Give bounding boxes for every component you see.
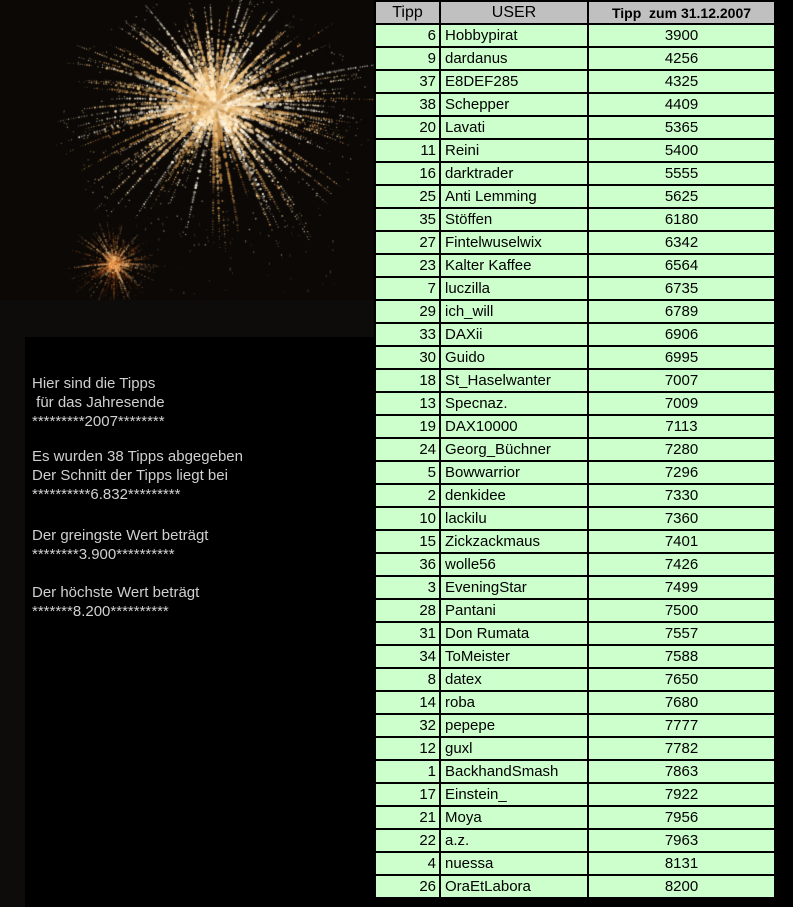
cell-tipp-nr: 20 (375, 116, 440, 139)
table-row (375, 231, 775, 254)
cell-tipp-nr: 13 (375, 392, 440, 415)
cell-tipp-nr: 18 (375, 369, 440, 392)
max-value-line-stars: *******8.200********** (32, 603, 169, 620)
table-row (375, 783, 775, 806)
cell-user: Lavati (440, 116, 588, 139)
cell-user: Kalter Kaffee (440, 254, 588, 277)
cell-tipp-value: 5555 (588, 162, 775, 185)
cell-user: Don Rumata (440, 622, 588, 645)
cell-user: dardanus (440, 47, 588, 70)
cell-tipp-nr: 2 (375, 484, 440, 507)
cell-tipp-nr: 14 (375, 691, 440, 714)
cell-tipp-value: 4409 (588, 93, 775, 116)
cell-tipp-nr: 32 (375, 714, 440, 737)
cell-tipp-value: 7360 (588, 507, 775, 530)
cell-tipp-nr: 22 (375, 829, 440, 852)
cell-user: pepepe (440, 714, 588, 737)
info-line-stars: *********2007******** (32, 413, 165, 430)
table-row (375, 553, 775, 576)
cell-tipp-nr: 37 (375, 70, 440, 93)
cell-user: Schepper (440, 93, 588, 116)
cell-user: wolle56 (440, 553, 588, 576)
table-row (375, 162, 775, 185)
table-row (375, 415, 775, 438)
cell-tipp-nr: 34 (375, 645, 440, 668)
info-line: für das Jahresende (32, 394, 165, 411)
cell-user: St_Haselwanter (440, 369, 588, 392)
cell-user: Hobbypirat (440, 24, 588, 47)
cell-tipp-nr: 17 (375, 783, 440, 806)
table-row (375, 116, 775, 139)
left-panel (0, 0, 378, 907)
cell-tipp-nr: 33 (375, 323, 440, 346)
tipp-table-wrap (374, 0, 776, 899)
cell-tipp-nr: 10 (375, 507, 440, 530)
cell-tipp-value: 6342 (588, 231, 775, 254)
table-row (375, 461, 775, 484)
cell-tipp-value: 4256 (588, 47, 775, 70)
cell-user: Zickzackmaus (440, 530, 588, 553)
max-value-block (32, 583, 199, 621)
table-row (375, 852, 775, 875)
cell-user: Reini (440, 139, 588, 162)
table-row (375, 185, 775, 208)
col-header-user: USER (440, 1, 588, 24)
cell-tipp-value: 7680 (588, 691, 775, 714)
table-row (375, 254, 775, 277)
table-row (375, 760, 775, 783)
cell-tipp-value: 4325 (588, 70, 775, 93)
cell-tipp-value: 7113 (588, 415, 775, 438)
cell-tipp-nr: 27 (375, 231, 440, 254)
cell-tipp-value: 7863 (588, 760, 775, 783)
cell-user: DAXii (440, 323, 588, 346)
cell-tipp-nr: 24 (375, 438, 440, 461)
cell-user: darktrader (440, 162, 588, 185)
table-row (375, 714, 775, 737)
cell-user: Anti Lemming (440, 185, 588, 208)
table-row (375, 691, 775, 714)
table-row (375, 622, 775, 645)
cell-user: Einstein_ (440, 783, 588, 806)
cell-tipp-value: 5625 (588, 185, 775, 208)
col-header-tipp: Tipp (375, 1, 440, 24)
cell-tipp-value: 6906 (588, 323, 775, 346)
cell-tipp-value: 7426 (588, 553, 775, 576)
cell-user: nuessa (440, 852, 588, 875)
table-row (375, 599, 775, 622)
cell-tipp-nr: 28 (375, 599, 440, 622)
cell-tipp-nr: 3 (375, 576, 440, 599)
cell-tipp-nr: 15 (375, 530, 440, 553)
cell-tipp-nr: 30 (375, 346, 440, 369)
cell-tipp-value: 7922 (588, 783, 775, 806)
table-row (375, 668, 775, 691)
cell-user: datex (440, 668, 588, 691)
cell-tipp-value: 8131 (588, 852, 775, 875)
cell-user: roba (440, 691, 588, 714)
table-row (375, 369, 775, 392)
cell-tipp-value: 7007 (588, 369, 775, 392)
cell-tipp-value: 8200 (588, 875, 775, 898)
cell-tipp-nr: 5 (375, 461, 440, 484)
cell-user: Guido (440, 346, 588, 369)
cell-tipp-nr: 19 (375, 415, 440, 438)
cell-user: Moya (440, 806, 588, 829)
cell-user: OraEtLabora (440, 875, 588, 898)
summary-line: Der Schnitt der Tipps liegt bei (32, 467, 228, 484)
cell-tipp-nr: 7 (375, 277, 440, 300)
cell-user: ToMeister (440, 645, 588, 668)
cell-tipp-value: 7330 (588, 484, 775, 507)
table-row (375, 484, 775, 507)
cell-user: ich_will (440, 300, 588, 323)
table-row (375, 346, 775, 369)
cell-user: Pantani (440, 599, 588, 622)
cell-user: Bowwarrior (440, 461, 588, 484)
cell-user: EveningStar (440, 576, 588, 599)
cell-user: guxl (440, 737, 588, 760)
cell-tipp-nr: 35 (375, 208, 440, 231)
cell-tipp-value: 5365 (588, 116, 775, 139)
cell-tipp-value: 7963 (588, 829, 775, 852)
table-row (375, 139, 775, 162)
cell-tipp-nr: 25 (375, 185, 440, 208)
cell-tipp-nr: 6 (375, 24, 440, 47)
cell-tipp-nr: 4 (375, 852, 440, 875)
summary-line: Es wurden 38 Tipps abgegeben (32, 448, 243, 465)
table-row (375, 737, 775, 760)
table-row (375, 392, 775, 415)
table-row (375, 47, 775, 70)
cell-tipp-nr: 26 (375, 875, 440, 898)
cell-tipp-value: 7588 (588, 645, 775, 668)
cell-tipp-value: 7499 (588, 576, 775, 599)
table-row (375, 645, 775, 668)
cell-user: BackhandSmash (440, 760, 588, 783)
min-value-line-stars: ********3.900********** (32, 546, 175, 563)
table-row (375, 530, 775, 553)
max-value-line: Der höchste Wert beträgt (32, 584, 200, 601)
table-row (375, 806, 775, 829)
table-row (375, 70, 775, 93)
cell-user: Georg_Büchner (440, 438, 588, 461)
cell-user: lackilu (440, 507, 588, 530)
cell-tipp-value: 7401 (588, 530, 775, 553)
table-row (375, 438, 775, 461)
cell-tipp-nr: 9 (375, 47, 440, 70)
cell-tipp-nr: 23 (375, 254, 440, 277)
cell-tipp-value: 6995 (588, 346, 775, 369)
cell-tipp-nr: 8 (375, 668, 440, 691)
cell-tipp-nr: 16 (375, 162, 440, 185)
cell-tipp-value: 7296 (588, 461, 775, 484)
summary-line-stars: **********6.832********* (32, 486, 181, 503)
cell-user: a.z. (440, 829, 588, 852)
cell-tipp-nr: 12 (375, 737, 440, 760)
cell-tipp-value: 6564 (588, 254, 775, 277)
cell-tipp-nr: 31 (375, 622, 440, 645)
cell-user: Stöffen (440, 208, 588, 231)
tipp-table (374, 0, 776, 899)
table-row (375, 323, 775, 346)
table-row (375, 507, 775, 530)
table-row (375, 93, 775, 116)
table-row (375, 208, 775, 231)
min-value-block (32, 526, 208, 564)
cell-tipp-value: 7650 (588, 668, 775, 691)
col-header-tipp-zum: Tipp zum 31.12.2007 (588, 1, 775, 24)
cell-user: Fintelwuselwix (440, 231, 588, 254)
cell-tipp-value: 6180 (588, 208, 775, 231)
table-row (375, 875, 775, 898)
info-line: Hier sind die Tipps (32, 375, 156, 392)
cell-tipp-value: 7782 (588, 737, 775, 760)
cell-tipp-nr: 29 (375, 300, 440, 323)
cell-tipp-value: 7009 (588, 392, 775, 415)
summary-block (32, 447, 243, 504)
cell-tipp-value: 6789 (588, 300, 775, 323)
cell-tipp-nr: 38 (375, 93, 440, 116)
cell-tipp-nr: 21 (375, 806, 440, 829)
table-row (375, 576, 775, 599)
cell-tipp-value: 7557 (588, 622, 775, 645)
cell-tipp-value: 7280 (588, 438, 775, 461)
cell-tipp-nr: 1 (375, 760, 440, 783)
cell-tipp-value: 7777 (588, 714, 775, 737)
table-row (375, 300, 775, 323)
cell-tipp-value: 6735 (588, 277, 775, 300)
table-header-row (375, 1, 775, 24)
cell-tipp-value: 5400 (588, 139, 775, 162)
cell-tipp-value: 7956 (588, 806, 775, 829)
cell-user: Specnaz. (440, 392, 588, 415)
cell-user: E8DEF285 (440, 70, 588, 93)
cell-tipp-nr: 36 (375, 553, 440, 576)
table-row (375, 24, 775, 47)
info-block (32, 374, 165, 431)
min-value-line: Der greingste Wert beträgt (32, 527, 209, 544)
cell-user: luczilla (440, 277, 588, 300)
cell-tipp-value: 3900 (588, 24, 775, 47)
cell-user: DAX10000 (440, 415, 588, 438)
table-row (375, 277, 775, 300)
cell-tipp-nr: 11 (375, 139, 440, 162)
cell-tipp-value: 7500 (588, 599, 775, 622)
table-row (375, 829, 775, 852)
cell-user: denkidee (440, 484, 588, 507)
fireworks-image (0, 0, 378, 300)
